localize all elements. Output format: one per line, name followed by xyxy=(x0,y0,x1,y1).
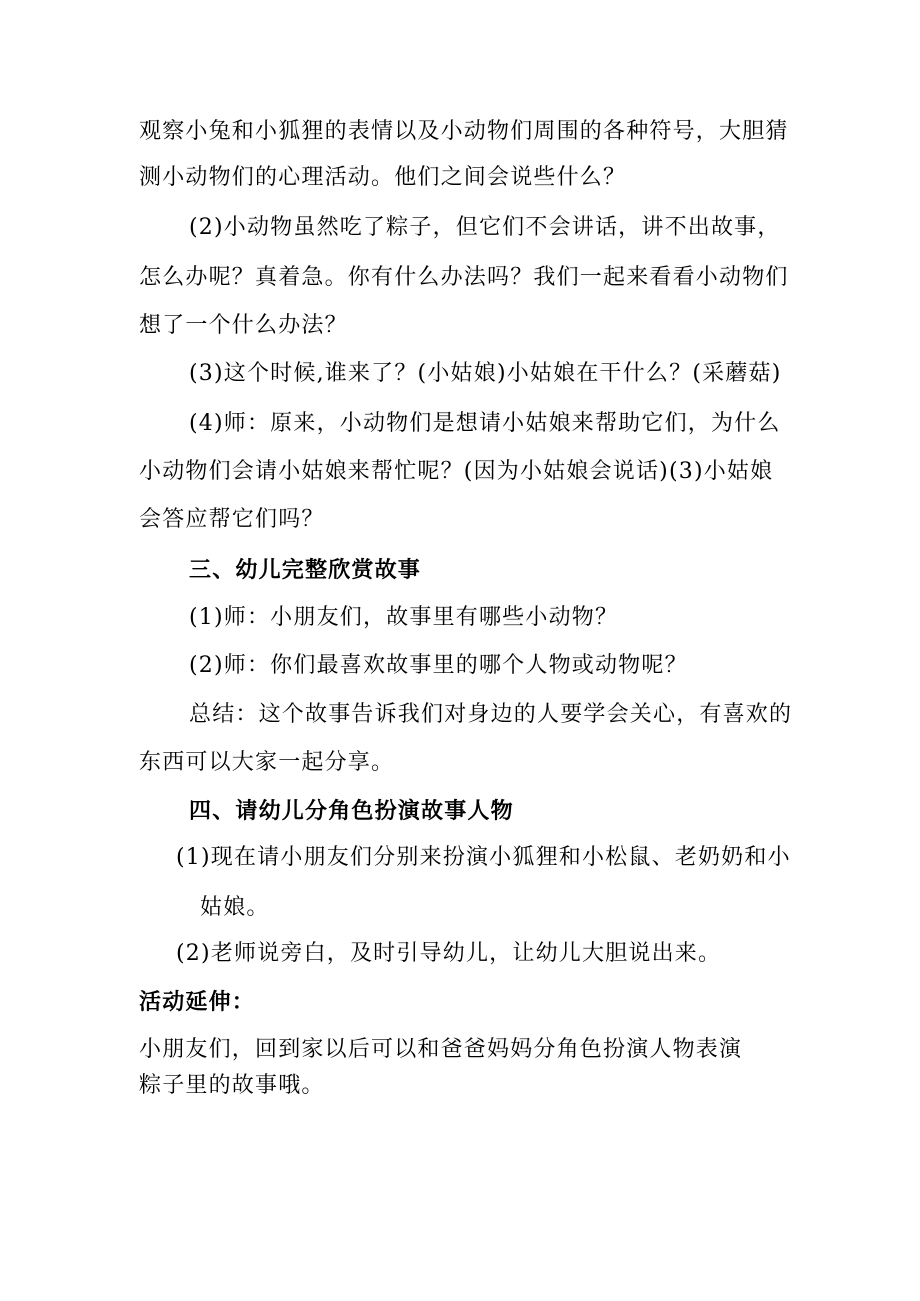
text-line: 怎么办呢？真着急。你有什么办法吗？我们一起来看看小动物们 xyxy=(139,265,789,290)
text-line: (3)这个时候,谁来了？(小姑娘)小姑娘在干什么？(采蘑菇) xyxy=(189,361,782,386)
text-line: 观察小兔和小狐狸的表情以及小动物们周围的各种符号，大胆猜 xyxy=(139,119,789,144)
text-line: 会答应帮它们吗？ xyxy=(139,507,325,532)
text-line: 粽子里的故事哦。 xyxy=(139,1073,325,1098)
section-heading: 四、请幼儿分角色扮演故事人物 xyxy=(189,798,514,824)
text-line: (2)老师说旁白，及时引导幼儿，让幼儿大胆说出来。 xyxy=(176,941,722,966)
text-line: 想了一个什么办法？ xyxy=(139,313,348,338)
text-line: (1)现在请小朋友们分别来扮演小狐狸和小松鼠、老奶奶和小 xyxy=(176,845,791,870)
text-line: 总结：这个故事告诉我们对身边的人要学会关心，有喜欢的 xyxy=(189,702,793,727)
text-line: (1)师：小朋友们，故事里有哪些小动物？ xyxy=(189,605,619,630)
text-line: 小动物们会请小姑娘来帮忙呢？(因为小姑娘会说话)(3)小姑娘 xyxy=(139,459,774,484)
text-line: 小朋友们，回到家以后可以和爸爸妈妈分角色扮演人物表演 xyxy=(139,1037,743,1062)
text-line: (2)小动物虽然吃了粽子，但它们不会讲话，讲不出故事， xyxy=(189,215,781,240)
text-line: 测小动物们的心理活动。他们之间会说些什么？ xyxy=(139,165,627,190)
text-line: (2)师：你们最喜欢故事里的哪个人物或动物呢？ xyxy=(189,653,688,678)
text-line: 东西可以大家一起分享。 xyxy=(139,750,395,775)
section-heading: 活动延伸： xyxy=(139,989,256,1015)
text-line: 姑娘。 xyxy=(200,895,270,920)
text-line: (4)师：原来，小动物们是想请小姑娘来帮助它们，为什么 xyxy=(189,411,781,436)
section-heading: 三、幼儿完整欣赏故事 xyxy=(189,557,422,583)
